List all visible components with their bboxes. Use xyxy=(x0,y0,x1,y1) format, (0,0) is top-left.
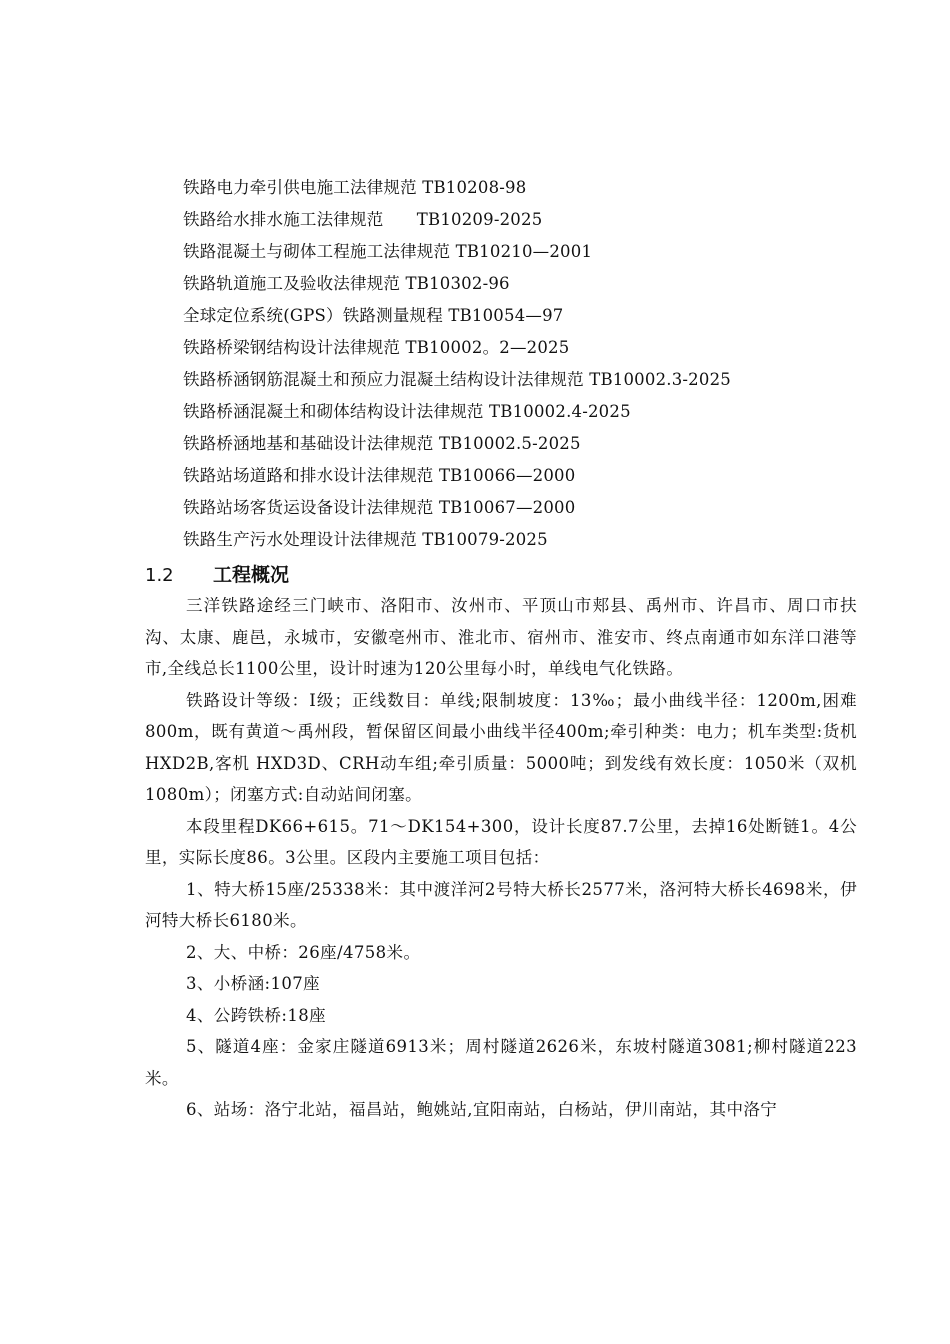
paragraph-design-standards: 铁路设计等级：I级；正线数目：单线;限制坡度：13‰；最小曲线半径：1200m,困难800m，既有黄道～禹州段，暂保留区间最小曲线半径400m;牵引种类：电力；机车类型:货机 HXD2B,客机 HXD3D、CRH动车组;牵引质量：5000吨；到发线有效长度：1050米（双机1080m）；闭塞方式:自动站间闭塞。 xyxy=(145,690,857,804)
paragraph-item-5: 5、隧道4座：金家庄隧道6913米；周村隧道2626米，东坡村隧道3081;柳村隧道223米。 xyxy=(145,1037,857,1088)
standard-item: 铁路给水排水施工法律规范 TB10209-2025 xyxy=(183,210,543,229)
paragraph-item-6: 6、站场：洛宁北站，福昌站，鲍姚站,宜阳南站，白杨站，伊川南站，其中洛宁 xyxy=(186,1100,778,1119)
standard-item: 全球定位系统(GPS）铁路测量规程 TB10054—97 xyxy=(183,306,564,325)
paragraph-mileage: 本段里程DK66+615。71～DK154+300，设计长度87.7公里，去掉16处断链1。4公里，实际长度86。3公里。区段内主要施工项目包括： xyxy=(145,816,857,867)
section-heading xyxy=(145,560,289,590)
paragraph-item-3: 3、小桥涵:107座 xyxy=(186,974,321,993)
section-title: 工程概况 xyxy=(213,564,290,586)
standard-item: 铁路混凝土与砌体工程施工法律规范 TB10210—2001 xyxy=(183,242,593,261)
standard-item: 铁路生产污水处理设计法律规范 TB10079-2025 xyxy=(183,530,548,549)
standard-item: 铁路站场道路和排水设计法律规范 TB10066—2000 xyxy=(183,466,576,485)
paragraph-route: 三洋铁路途经三门峡市、洛阳市、汝州市、平顶山市郏县、禹州市、许昌市、周口市扶沟、太康、鹿邑，永城市，安徽亳州市、淮北市、宿州市、淮安市、终点南通市如东洋口港等市,全线总长1100公里，设计时速为120公里每小时，单线电气化铁路。 xyxy=(145,596,857,678)
section-number: 1.2 xyxy=(145,565,174,586)
standard-item: 铁路轨道施工及验收法律规范 TB10302-96 xyxy=(183,274,510,293)
standards-list xyxy=(183,172,731,556)
paragraph-item-1: 1、特大桥15座/25338米：其中渡洋河2号特大桥长2577米，洛河特大桥长4698米，伊河特大桥长6180米。 xyxy=(145,879,857,930)
standard-item: 铁路站场客货运设备设计法律规范 TB10067—2000 xyxy=(183,498,576,517)
standard-item: 铁路桥涵地基和基础设计法律规范 TB10002.5-2025 xyxy=(183,434,581,453)
standard-item: 铁路桥涵钢筋混凝土和预应力混凝土结构设计法律规范 TB10002.3-2025 xyxy=(183,370,731,389)
paragraph-item-4: 4、公跨铁桥:18座 xyxy=(186,1005,327,1025)
standard-item: 铁路电力牵引供电施工法律规范 TB10208-98 xyxy=(183,178,527,197)
section-body xyxy=(145,590,857,1126)
standard-item: 铁路桥梁钢结构设计法律规范 TB10002。2—2025 xyxy=(183,338,570,357)
paragraph-item-2: 2、大、中桥：26座/4758米。 xyxy=(186,942,421,962)
standard-item: 铁路桥涵混凝土和砌体结构设计法律规范 TB10002.4-2025 xyxy=(183,402,631,421)
